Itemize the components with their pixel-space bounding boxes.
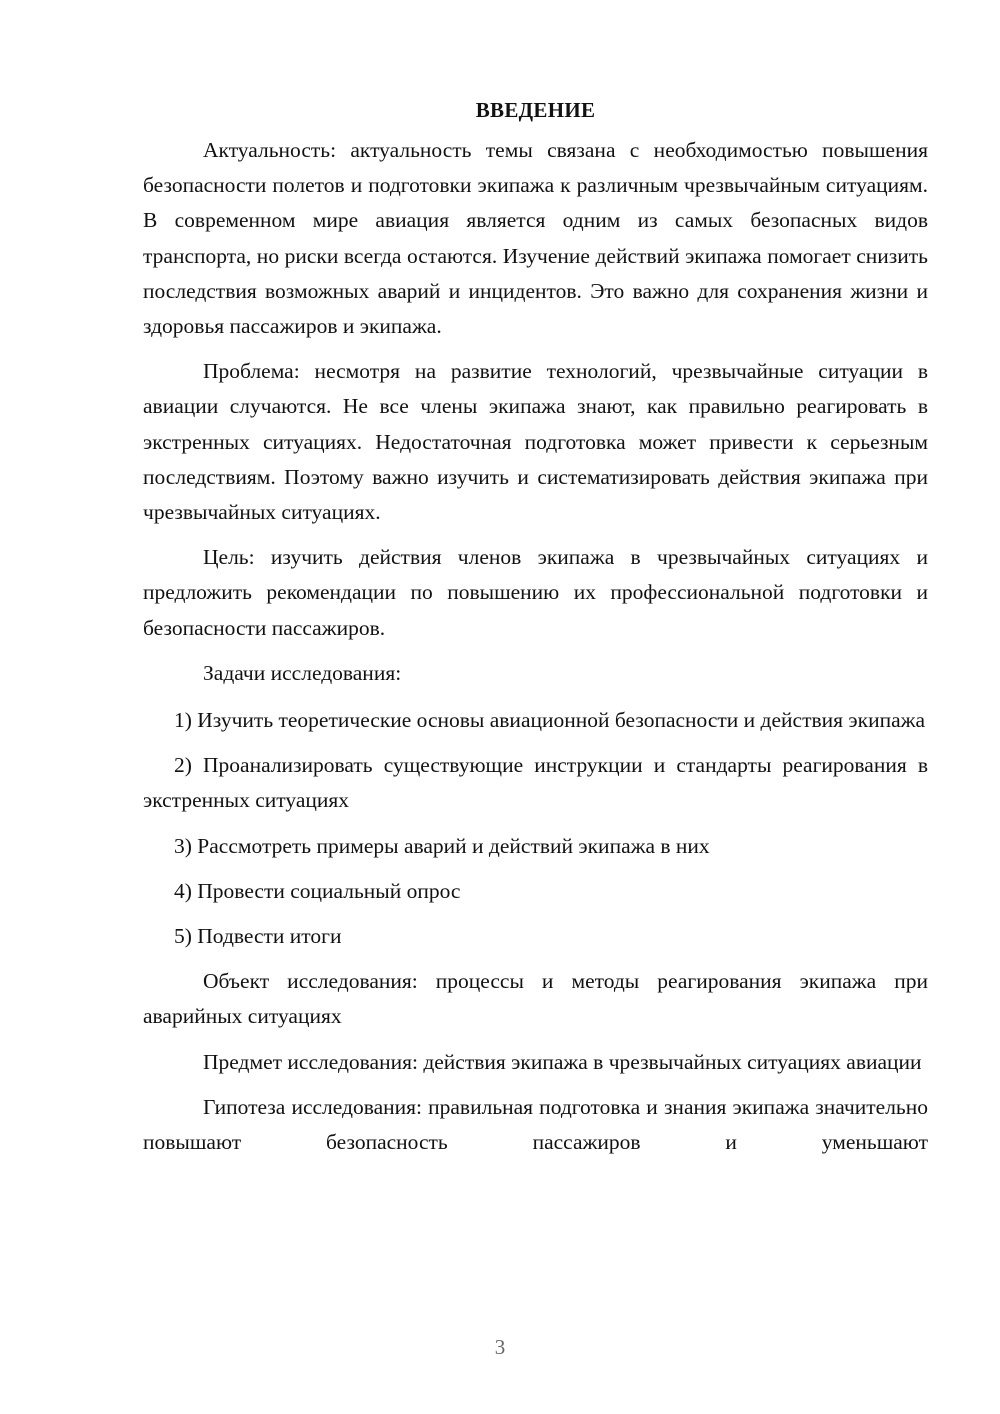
task-item-2: 2) Проанализировать существующие инструкции и стандарты реагирования в экстренных ситуациях: [143, 753, 928, 813]
task-item-5: 5) Подвести итоги: [174, 924, 342, 949]
paragraph-problem: Проблема: несмотря на развитие технологий, чрезвычайные ситуации в авиации случаются. Не все члены экипажа знают, как правильно реагировать в экстренных ситуациях. Недостаточная подготовка может привести к серьезным последствиям. Поэтому важно изучить и систематизировать действия экипажа при чрезвычайных ситуациях.: [143, 359, 928, 525]
paragraph-subject: Предмет исследования: действия экипажа в чрезвычайных ситуациях авиации: [203, 1049, 922, 1074]
paragraph-object: Объект исследования: процессы и методы реагирования экипажа при аварийных ситуациях: [143, 969, 928, 1029]
task-item-3: 3) Рассмотреть примеры аварий и действий экипажа в них: [174, 833, 710, 858]
paragraph-goal: Цель: изучить действия членов экипажа в чрезвычайных ситуациях и предложить рекомендации по повышению их профессиональной подготовки и безопасности пассажиров.: [143, 545, 928, 640]
task-item-4: 4) Провести социальный опрос: [174, 878, 461, 903]
tasks-heading: Задачи исследования:: [203, 660, 402, 685]
page-content: [143, 92, 928, 1160]
page-title: ВВЕДЕНИЕ: [475, 98, 596, 122]
paragraph-relevance: Актуальность: актуальность темы связана с необходимостью повышения безопасности полетов и подготовки экипажа к различным чрезвычайным ситуациям. В современном мире авиация является одним из самых безопасных видов транспорта, но риски всегда остаются. Изучение действий экипажа помогает снизить последствия возможных аварий и инцидентов. Это важно для сохранения жизни и здоровья пассажиров и экипажа.: [143, 138, 928, 339]
task-item-1: 1) Изучить теоретические основы авиационной безопасности и действия экипажа: [174, 708, 926, 733]
paragraph-hypothesis: Гипотеза исследования: правильная подготовка и знания экипажа значительно повышают безопасность пассажиров и уменьшают: [143, 1094, 928, 1155]
page-number: 3: [494, 1335, 506, 1359]
